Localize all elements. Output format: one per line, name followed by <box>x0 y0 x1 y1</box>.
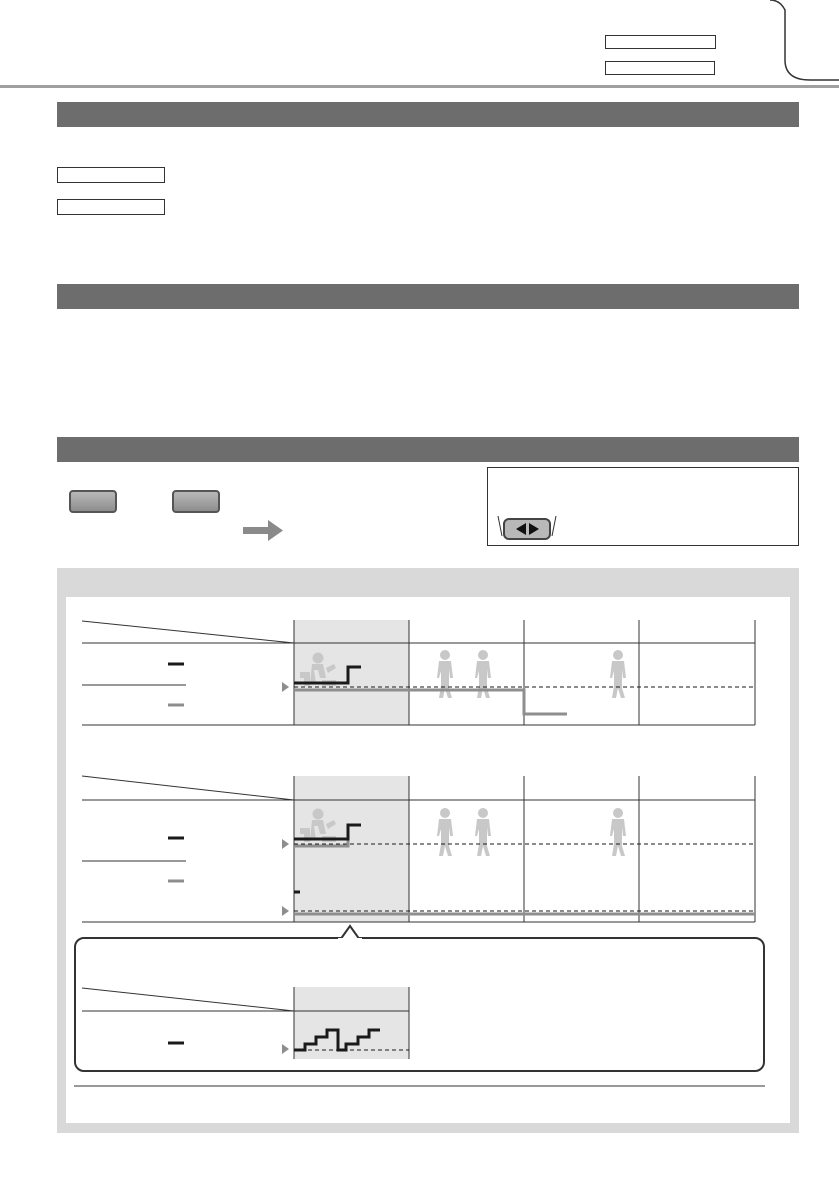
walking-person-silhouette <box>610 650 626 698</box>
callout-pointer <box>338 926 362 942</box>
walking-person-silhouette <box>610 808 626 856</box>
graph-2-highlight-band <box>294 776 409 922</box>
graph-3-setpoint-marker <box>282 1044 289 1054</box>
two-people-shaking-hands-silhouette <box>437 808 491 856</box>
graph-3 <box>82 987 409 1059</box>
graph-1 <box>82 620 755 725</box>
graph-3-highlight-band <box>294 987 409 1059</box>
graph-1-header-diagonal <box>82 621 294 643</box>
graph-3-header-diagonal <box>82 988 294 1011</box>
graph-1-setpoint-marker <box>282 682 289 692</box>
graph-2 <box>82 776 755 922</box>
graph-2-setpoint-marker-lower <box>282 906 289 916</box>
graph-2-header-diagonal <box>82 776 294 800</box>
graph-2-setpoint-marker-upper <box>282 839 289 849</box>
